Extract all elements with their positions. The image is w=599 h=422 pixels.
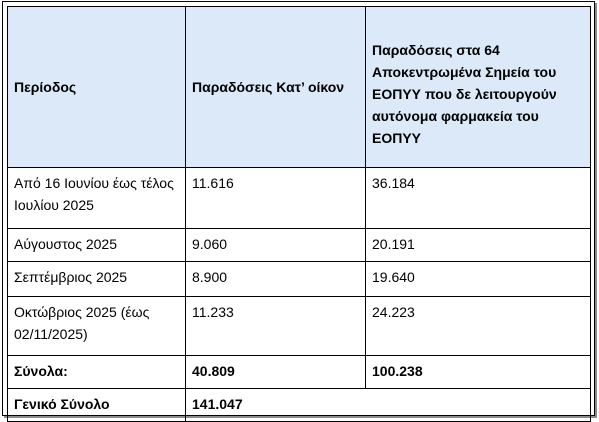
grand-total-row: [8, 389, 591, 422]
row-points-cell: 19.640: [366, 262, 591, 297]
totals-row: [8, 356, 591, 389]
header-home-deliveries: Παραδόσεις Κατ’ οίκον: [186, 7, 366, 168]
row-home-cell: 9.060: [186, 229, 366, 262]
row-home-cell: 11.233: [186, 297, 366, 356]
row-points-cell: 20.191: [366, 229, 591, 262]
row-period-cell: Αύγουστος 2025: [8, 229, 186, 262]
table-row: [8, 229, 591, 262]
header-decentralized-points: Παραδόσεις στα 64 Αποκεντρωμένα Σημεία του ΕΟΠΥΥ που δε λειτουργούν αυτόνομα φαρμακεία του ΕΟΠΥΥ: [366, 7, 591, 168]
row-points-cell: 36.184: [366, 168, 591, 229]
totals-points: 100.238: [366, 356, 591, 389]
totals-label: Σύνολα:: [8, 356, 186, 389]
grand-total-value: 141.047: [186, 389, 591, 422]
header-period: Περίοδος: [8, 7, 186, 168]
totals-home: 40.809: [186, 356, 366, 389]
row-home-cell: 11.616: [186, 168, 366, 229]
row-home-cell: 8.900: [186, 262, 366, 297]
table-row: [8, 297, 591, 356]
row-points-cell: 24.223: [366, 297, 591, 356]
row-period-cell: Από 16 Ιουνίου έως τέλος Ιουλίου 2025: [8, 168, 186, 229]
table-header-row: [8, 7, 591, 168]
deliveries-table: [7, 6, 591, 422]
row-period-cell: Σεπτέμβριος 2025: [8, 262, 186, 297]
grand-total-label: Γενικό Σύνολο: [8, 389, 186, 422]
table-row: [8, 262, 591, 297]
table-frame: [2, 1, 595, 416]
table-row: [8, 168, 591, 229]
row-period-cell: Οκτώβριος 2025 (έως 02/11/2025): [8, 297, 186, 356]
